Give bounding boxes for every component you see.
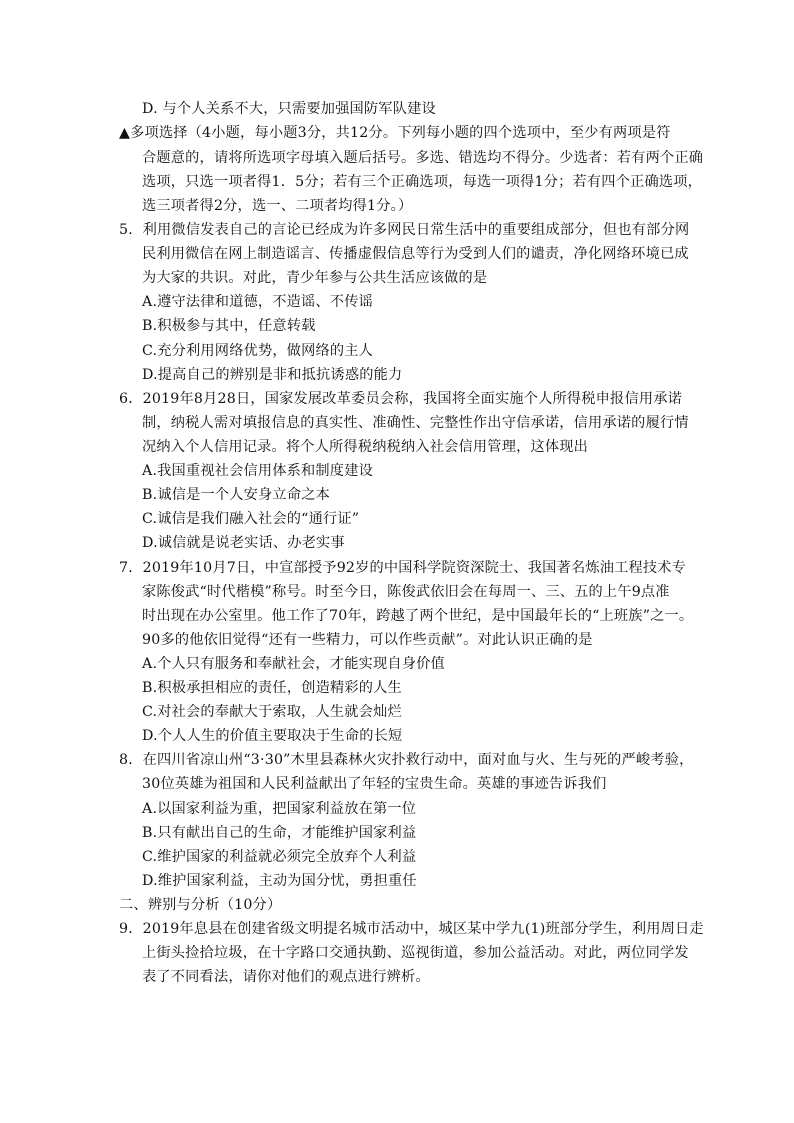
question-5-stem-line: 为大家的共识。对此，青少年参与公共生活应该做的是 [142,270,488,286]
question-9-stem-line: 表了不同看法，请你对他们的观点进行辨析。 [142,969,430,985]
question-7-stem-line: 家陈俊武“时代楷模”称号。时至今日，陈俊武依旧会在每周一、三、五的上午9点准 [142,584,670,600]
q8-option-d: D.维护国家利益，主动为国分忧，勇担重任 [142,873,417,889]
q6-option-c: C.诚信是我们融入社会的“通行证” [142,511,360,527]
section-heading: 二、辨别与分析（10分） [119,897,282,913]
q8-option-a: A.以国家利益为重，把国家利益放在第一位 [142,801,417,817]
question-5-stem: 5．利用微信发表自己的言论已经成为许多网民日常生活中的重要组成部分，但也有部分网 [119,222,690,238]
question-8-stem: 8．在四川省凉山州“3·30”木里县森林火灾扑救行动中，面对血与火、生与死的严峻考验， [119,752,694,768]
question-6-stem-line: 况纳入个人信用记录。将个人所得税纳税纳入社会信用管理，这体现出 [142,439,589,455]
question-8-stem-line: 30位英雄为祖国和人民利益献出了年轻的宝贵生命。英雄的事迹告诉我们 [142,776,607,792]
q5-option-a: A.遵守法律和道德，不造谣、不传谣 [142,294,373,310]
question-5-stem-line: 民利用微信在网上制造谣言、传播虚假信息等行为受到人们的谴责，净化网络环境已成 [142,246,689,262]
q7-option-b: B.积极承担相应的责任，创造精彩的人生 [142,680,402,696]
q6-option-d: D.诚信就是说老实话、办老实事 [142,535,345,551]
q5-option-c: C.充分利用网络优势，做网络的主人 [142,343,374,359]
question-7-stem-line: 90多的他依旧觉得“还有一些精力，可以作些贡献”。对此认识正确的是 [142,632,593,648]
section-instructions-line: 合题意的，请将所选项字母填入题后括号。多选、错选均不得分。少选者：若有两个正确 [142,150,704,166]
question-7-stem-line: 时出现在办公室里。他工作了70年，跨越了两个世纪，是中国最年长的“上班族”之一。 [142,608,694,624]
q7-option-d: D.个人人生的价值主要取决于生命的长短 [142,728,403,744]
question-9-stem: 9．2019年息县在创建省级文明提名城市活动中，城区某中学九(1)班部分学生，利用周日走 [119,921,704,937]
q5-option-b: B.积极参与其中，任意转载 [142,318,316,334]
q7-option-c: C.对社会的奉献大于索取，人生就会灿烂 [142,704,402,720]
question-7-stem: 7．2019年10月7日，中宣部授予92岁的中国科学院资深院士、我国著名炼油工程技术专 [119,560,687,576]
section-instructions: ▲多项选择（4小题，每小题3分，共12分。下列每小题的四个选项中，至少有两项是符 [119,125,671,141]
section-instructions-line: 选三项者得2分，选一、二项者均得1分。） [142,198,413,214]
question-6-stem: 6．2019年8月28日，国家发展改革委员会称，我国将全面实施个人所得税申报信用承诺 [119,391,682,407]
q7-option-a: A.个人只有服务和奉献社会，才能实现自身价值 [142,656,445,672]
section-instructions-line: 选项，只选一项者得1．5分；若有三个正确选项，每选一项得1分；若有四个正确选项， [142,174,703,190]
q4-option-d: D. 与个人关系不大，只需要加强国防军队建设 [142,101,436,117]
q8-option-b: B.只有献出自己的生命，才能维护国家利益 [142,825,417,841]
q6-option-b: B.诚信是一个人安身立命之本 [142,487,330,503]
question-6-stem-line: 制，纳税人需对填报信息的真实性、准确性、完整性作出守信承诺，信用承诺的履行情 [142,415,689,431]
q5-option-d: D.提高自己的辨别是非和抵抗诱惑的能力 [142,367,403,383]
q8-option-c: C.维护国家的利益就必须完全放弃个人利益 [142,849,417,865]
question-9-stem-line: 上街头捡拾垃圾，在十字路口交通执勤、巡视街道，参加公益活动。对此，两位同学发 [142,945,689,961]
q6-option-a: A.我国重视社会信用体系和制度建设 [142,463,373,479]
